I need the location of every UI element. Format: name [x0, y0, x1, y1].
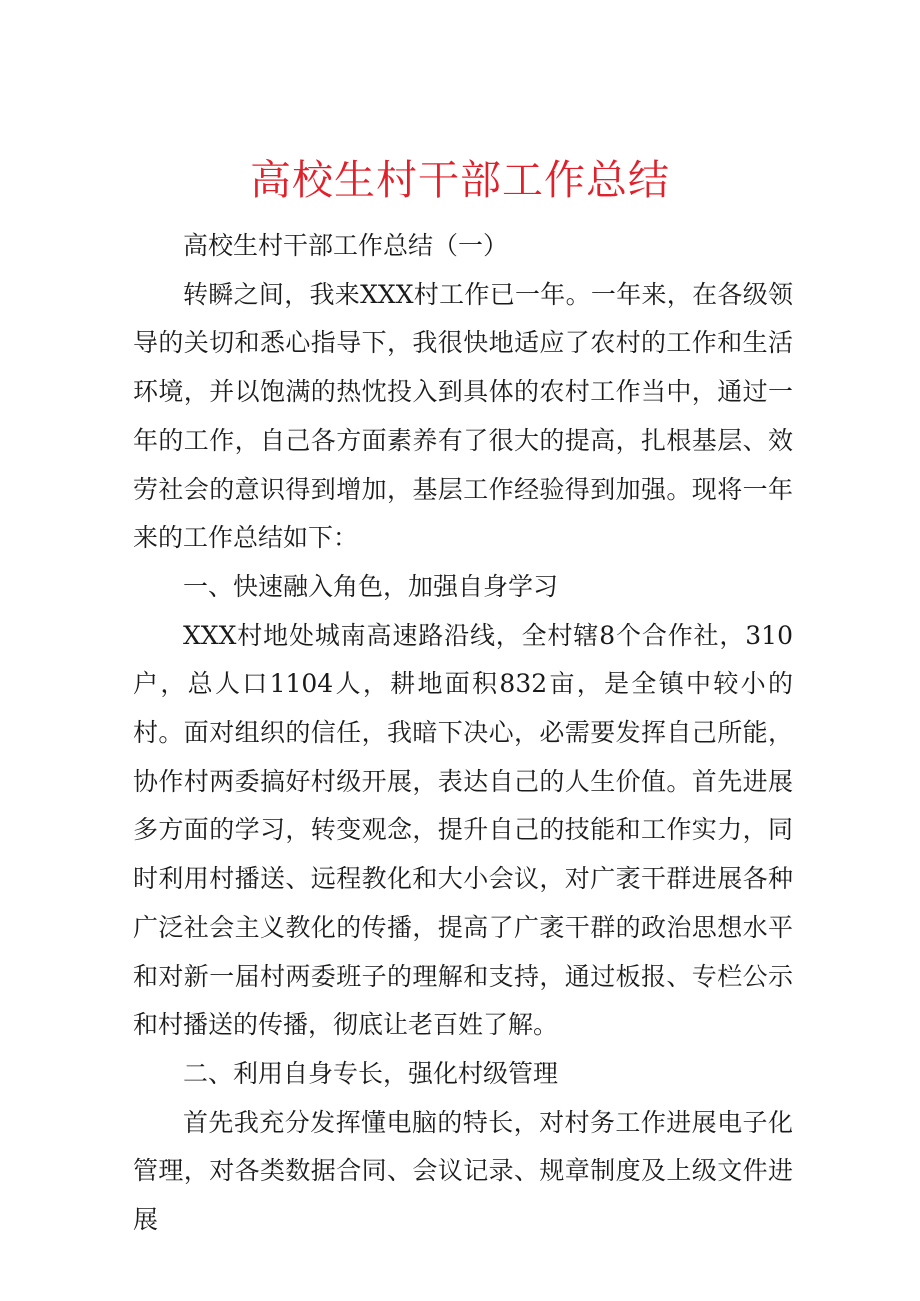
- section-subtitle: 高校生村干部工作总结（一）: [183, 231, 509, 260]
- body-paragraph: 首先我充分发挥懂电脑的特长，对村务工作进展电子化管理，对各类数据合同、会议记录、规章制度及上级文件进展: [133, 1107, 793, 1235]
- body-paragraph: XXX村地处城南高速路沿线，全村辖8个合作社，310户，总人口1104人，耕地面积832亩，是全镇中较小的村。面对组织的信任，我暗下决心，必需要发挥自己所能，协作村两委搞好村级开展，表达自己的人生价值。首先进展多方面的学习，转变观念，提升自己的技能和工作实力，同时利用村播送、远程教化和大小会议，对广袤干群进展各种广泛社会主义教化的传播，提高了广袤干群的政治思想水平和对新一届村两委班子的理解和支持，通过板报、专栏公示和村播送的传播，彻底让老百姓了解。: [133, 620, 793, 1040]
- section-heading: 一、快速融入角色，加强自身学习: [183, 571, 559, 601]
- section-heading: 二、利用自身专长，强化村级管理: [183, 1058, 559, 1088]
- document-body: [133, 222, 793, 1245]
- document-title: 高校生村干部工作总结: [250, 156, 670, 204]
- body-paragraph: 转瞬之间，我来XXX村工作已一年。一年来，在各级领导的关切和悉心指导下，我很快地适应了农村的工作和生活环境，并以饱满的热忱投入到具体的农村工作当中，通过一年的工作，自己各方面素养有了很大的提高，扎根基层、效劳社会的意识得到增加，基层工作经验得到加强。现将一年来的工作总结如下：: [133, 279, 793, 553]
